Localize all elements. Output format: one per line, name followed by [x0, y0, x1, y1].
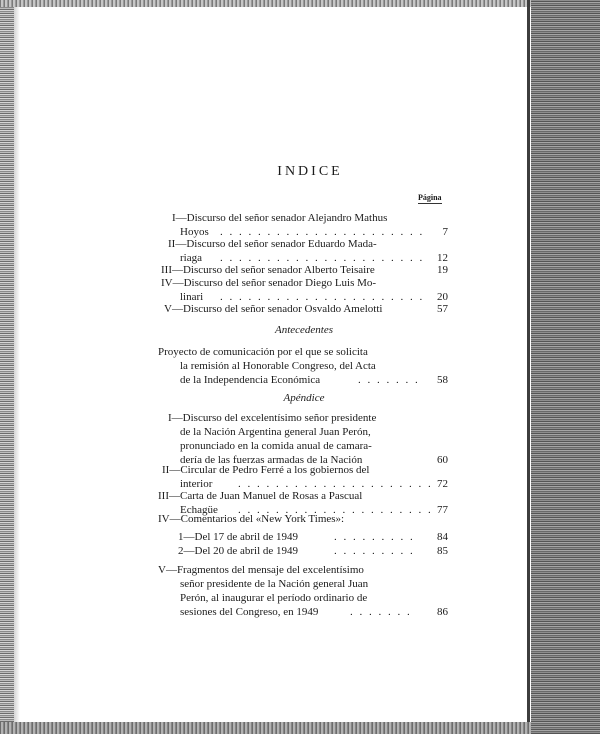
- toc-text: dería de las fuerzas armadas de la Nación: [180, 454, 363, 466]
- toc-text: señor presidente de la Nación general Juan: [180, 578, 369, 590]
- toc-page-number: 85: [437, 545, 448, 557]
- toc-text: pronunciado en la comida anual de camara-: [180, 440, 372, 452]
- toc-text: sesiones del Congreso, en 1949: [180, 606, 319, 618]
- toc-text: Proyecto de comunicación por el que se solicita: [158, 346, 368, 358]
- toc-text: la remisión al Honorable Congreso, del Acta: [180, 360, 376, 372]
- toc-page-number: 58: [437, 374, 448, 386]
- scan-edge-right: [531, 0, 600, 734]
- page-right-border: [527, 0, 530, 734]
- section-heading-antecedentes: Antecedentes: [274, 324, 334, 336]
- toc-entry-4: IV—Discurso del señor senador Diego Luis Mo- linari . . . . . . . . . . . . . . . . . . . . . . 20: [158, 276, 450, 304]
- toc-text: II—Circular de Pedro Ferré a los gobiernos del: [162, 464, 370, 476]
- appendix-entry-5: V—Fragmentos del mensaje del excelentísimo señor presidente de la Nación general Juan Perón, al inaugurar el período ordinario de sesiones del Congreso, en 1949 . . . . . . . 86: [158, 564, 448, 618]
- toc-page-number: 60: [437, 454, 448, 466]
- toc-page-number: 7: [442, 226, 448, 238]
- scan-edge-bottom: [0, 722, 531, 734]
- toc-entry-5: [158, 302, 450, 316]
- toc-text: IV—Comentarios del «New York Times»:: [158, 513, 345, 525]
- toc-text: IV—Discurso del señor senador Diego Luis Mo-: [161, 277, 377, 289]
- toc-text: de la Independencia Económica: [180, 374, 321, 386]
- toc-text: Echagüe: [180, 504, 218, 516]
- toc-text: riaga: [180, 252, 202, 264]
- toc-page-number: 72: [437, 478, 448, 490]
- toc-text: linari: [180, 291, 204, 303]
- toc-text: 1—Del 17 de abril de 1949: [178, 531, 299, 543]
- toc-text: 2—Del 20 de abril de 1949: [178, 545, 299, 557]
- toc-entry-3: [158, 263, 450, 277]
- toc-text: III—Discurso del señor senador Alberto Teisaire: [161, 264, 375, 276]
- toc-text: de la Nación Argentina general Juan Perón,: [180, 426, 371, 438]
- toc-entry-2: II—Discurso del señor senador Eduardo Mada- riaga . . . . . . . . . . . . . . . . . . . . . . 12: [158, 237, 450, 265]
- toc-text: Perón, al inaugurar el período ordinario de: [180, 592, 368, 604]
- appendix-entry-1: [158, 411, 450, 467]
- toc-page-number: 19: [437, 264, 448, 276]
- toc-page-number: 12: [437, 252, 448, 264]
- toc-text: I—Discurso del señor senador Alejandro Mathus: [172, 212, 388, 224]
- toc-text: II—Discurso del señor senador Eduardo Mada-: [168, 238, 377, 250]
- toc-page-number: 86: [437, 606, 448, 618]
- appendix-entry-4: [158, 512, 450, 526]
- toc-page-number: 57: [437, 303, 448, 315]
- page-column-header: Página: [418, 193, 442, 202]
- toc-text: Hoyos: [180, 226, 209, 238]
- toc-page-number: 84: [437, 531, 448, 543]
- toc-page-number: 77: [437, 504, 448, 516]
- toc-page-number: 20: [437, 291, 448, 303]
- toc-entry-antecedentes: Proyecto de comunicación por el que se solicita la remisión al Honorable Congreso, del Acta de la Independencia Económica . . . . . . . 58: [158, 346, 448, 386]
- appendix-entry-3: III—Carta de Juan Manuel de Rosas a Pascual Echagüe . . . . . . . . . . . . . . . . . . . . . 77: [158, 490, 448, 516]
- section-heading-apendice: Apéndice: [283, 392, 325, 404]
- toc-text: I—Discurso del excelentísimo señor presidente: [168, 412, 377, 424]
- toc-text: III—Carta de Juan Manuel de Rosas a Pascual: [158, 490, 363, 502]
- page-title: INDICE: [277, 164, 343, 179]
- appendix-subentry-2: 2—Del 20 de abril de 1949 . . . . . . . . . 85: [158, 544, 450, 558]
- toc-text: V—Fragmentos del mensaje del excelentísimo: [158, 564, 364, 576]
- toc-text: V—Discurso del señor senador Osvaldo Amelotti: [164, 303, 383, 315]
- appendix-entry-2: II—Circular de Pedro Ferré a los gobiernos del interior . . . . . . . . . . . . . . . . . . . . . 72: [158, 463, 450, 491]
- toc-text: interior: [180, 478, 213, 490]
- toc-entry-1: I—Discurso del señor senador Alejandro Mathus Hoyos . . . . . . . . . . . . . . . . . . . . . . 7: [158, 211, 450, 239]
- appendix-subentry-1: 1—Del 17 de abril de 1949 . . . . . . . . . 84: [158, 530, 450, 544]
